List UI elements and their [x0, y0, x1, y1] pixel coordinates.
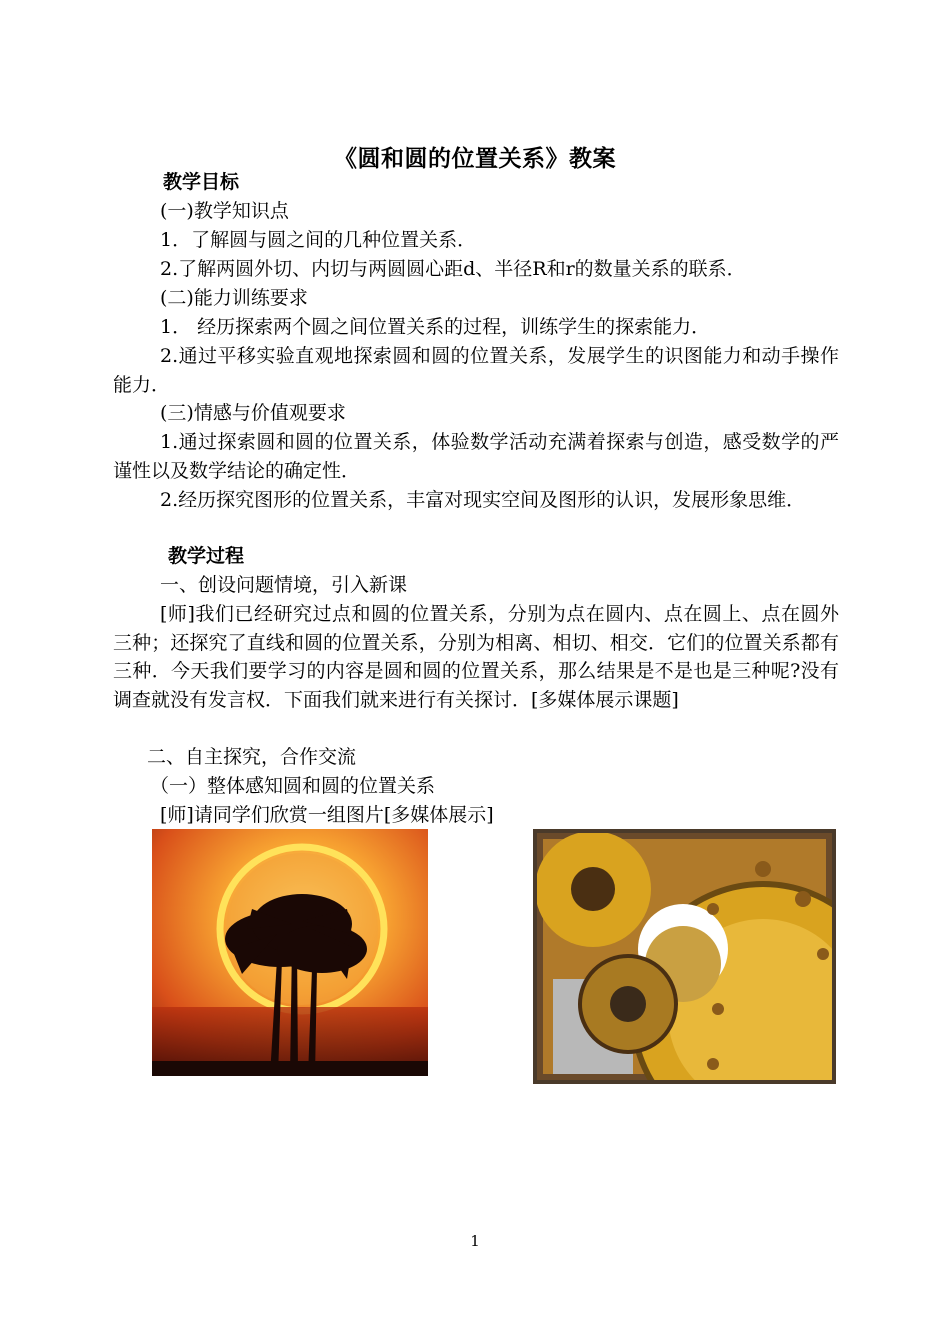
ability-item-2: 2.通过平移实验直观地探索圆和圆的位置关系，发展学生的识图能力和动手操作能力．	[113, 345, 839, 396]
ability-heading: (二)能力训练要求	[160, 287, 308, 309]
sunset-palm-photo	[152, 829, 428, 1076]
step-1-heading: 一、创设问题情境，引入新课	[160, 574, 408, 596]
document-title: 《圆和圆的位置关系》教案	[334, 145, 616, 172]
objectives-heading: 教学目标	[163, 171, 240, 193]
emotion-item-2: 2.经历探究图形的位置关系，丰富对现实空间及图形的认识，发展形象思维．	[160, 489, 806, 511]
emotion-item-1: 1.通过探索圆和圆的位置关系，体验数学活动充满着探索与创造，感受数学的严谨性以及数学结论的确定性．	[113, 431, 839, 482]
knowledge-item-2: 2.了解两圆外切、内切与两圆圆心距d、半径R和r的数量关系的联系．	[160, 258, 746, 280]
sub-heading-1: （一）整体感知圆和圆的位置关系	[150, 775, 436, 797]
ability-item-1: 1． 经历探索两个圆之间位置关系的过程，训练学生的探索能力．	[160, 316, 711, 338]
page-number: 1	[470, 1232, 480, 1250]
process-heading: 教学过程	[168, 545, 245, 567]
teacher-paragraph-2: [师]请同学们欣赏一组图片[多媒体展示]	[160, 804, 494, 826]
gears-photo	[533, 829, 836, 1084]
step-2-heading: 二、自主探究，合作交流	[147, 746, 357, 768]
knowledge-heading: (一)教学知识点	[160, 200, 289, 222]
teacher-paragraph-1: [师]我们已经研究过点和圆的位置关系，分别为点在圆内、点在圆上、点在圆外三种；还探究了直线和圆的位置关系，分别为相离、相切、相交．它们的位置关系都有三种．今天我们要学习的内容是圆和圆的位置关系，那么结果是不是也是三种呢?没有调查就没有发言权．下面我们就来进行有关探讨．[多媒体展示课题]	[113, 603, 839, 711]
knowledge-item-1: 1．了解圆与圆之间的几种位置关系．	[160, 229, 477, 251]
emotion-heading: (三)情感与价值观要求	[160, 402, 346, 424]
